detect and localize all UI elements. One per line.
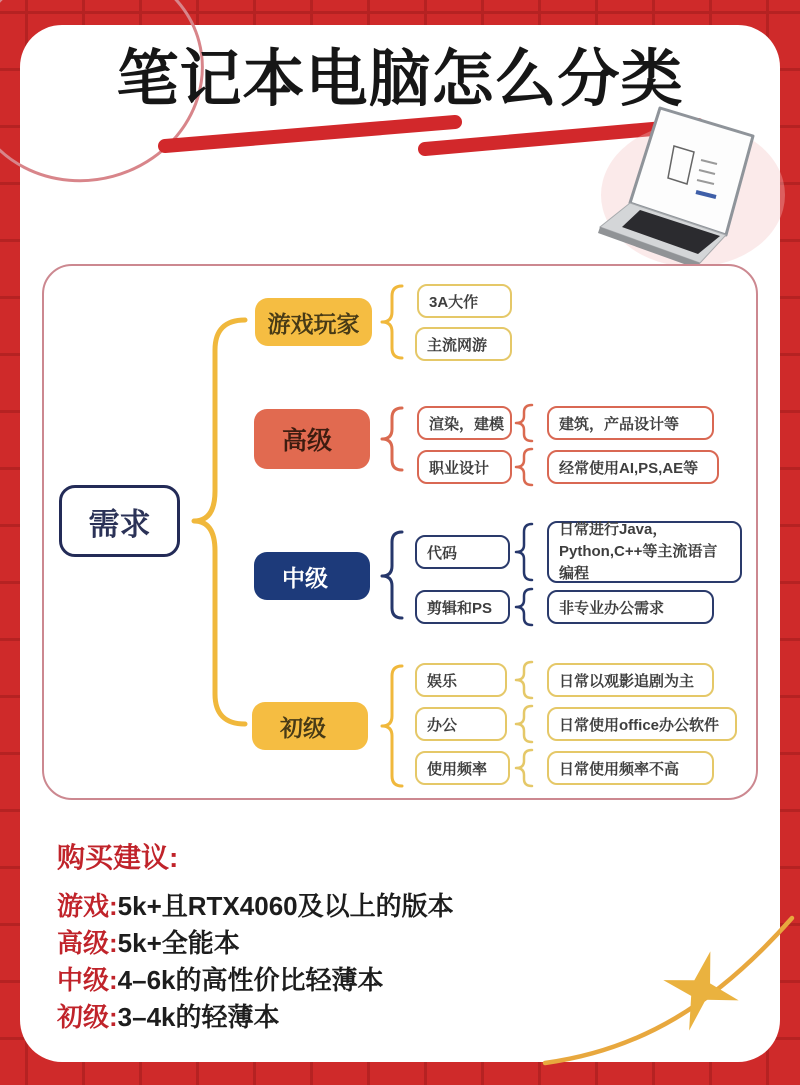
node-professional-design: 职业设计 [417,450,512,484]
advice-label: 游戏: [57,891,118,921]
advice-line-advanced [57,925,747,962]
advice-text: 5k+全能本 [117,928,240,958]
node-beginner: 初级 [252,702,368,750]
advice-text: 4–6k的高性价比轻薄本 [117,965,384,995]
node-rendering-modeling: 渲染，建模 [417,406,512,440]
node-coding: 代码 [415,535,510,569]
advice-line-gaming [57,888,747,925]
node-low-usage-frequency: 日常使用频率不高 [547,751,714,785]
advice-line-beginner [57,999,747,1036]
page-title: 笔记本电脑怎么分类 [116,45,684,114]
advice-text: 5k+且RTX4060及以上的版本 [117,891,454,921]
laptop-illustration [598,100,793,270]
root-brace [194,320,245,724]
node-aaa-games: 3A大作 [417,284,512,318]
purchase-advice [57,836,747,1036]
node-office: 办公 [415,707,507,741]
node-entertainment: 娱乐 [415,663,507,697]
node-gamers: 游戏玩家 [255,298,372,346]
node-editing-ps: 剪辑和PS [415,590,510,624]
node-advanced: 高级 [254,409,370,469]
node-root-needs: 需求 [59,485,180,557]
advice-label: 高级: [57,928,118,958]
node-programming-languages: 日常进行Java，Python,C++等主流语言编程 [547,521,742,583]
advice-text: 3–4k的轻薄本 [117,1002,280,1032]
node-non-professional-office: 非专业办公需求 [547,590,714,624]
node-ai-ps-ae: 经常使用AI,PS,AE等 [547,450,719,484]
node-movies-shows: 日常以观影追剧为主 [547,663,714,697]
node-architecture-product-design: 建筑，产品设计等 [547,406,714,440]
node-mainstream-online-games: 主流网游 [415,327,512,361]
advice-line-intermediate [57,962,747,999]
node-office-software: 日常使用office办公软件 [547,707,737,741]
mindmap-panel [42,264,758,800]
advice-heading: 购买建议: [57,842,179,873]
advice-label: 初级: [57,1002,118,1032]
node-intermediate: 中级 [254,552,370,600]
node-usage-frequency: 使用频率 [415,751,510,785]
advice-label: 中级: [57,965,118,995]
